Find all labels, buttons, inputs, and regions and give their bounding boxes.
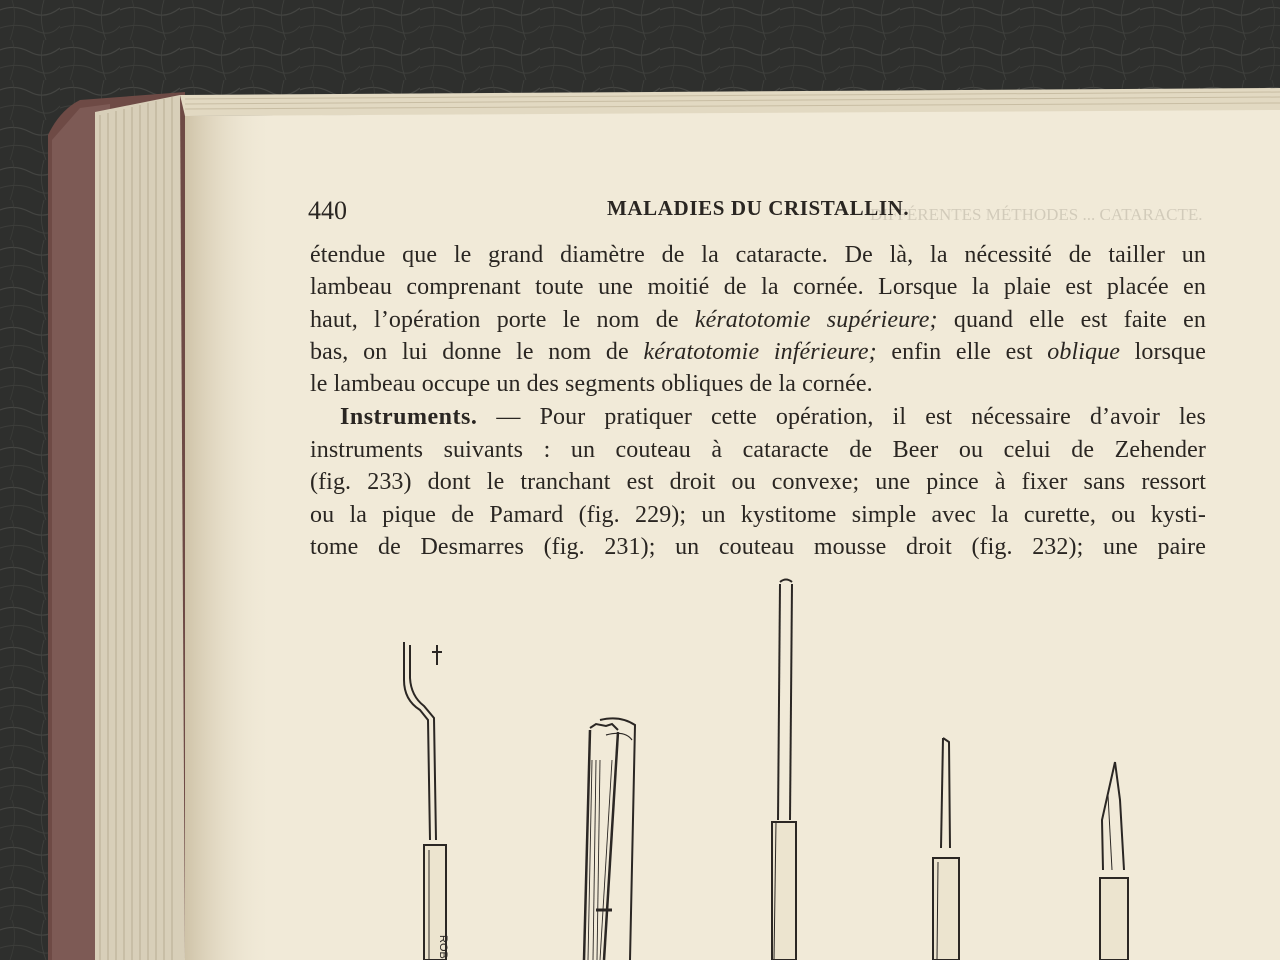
text-line: tome de Desmarres (fig. 231); un couteau mousse droit (fig. 232); une paire: [310, 534, 1206, 560]
italic-term: kératotomie supérieure;: [694, 307, 938, 333]
text-line: [340, 404, 1206, 431]
text-line: le lambeau occupe un des segments obliques de la cornée.: [310, 371, 873, 397]
curette-icon: [772, 580, 796, 960]
facing-page-bleed-title: DIFFÉRENTES MÉTHODES ... CATARACTE.: [870, 205, 1203, 224]
text-span: enfin elle est: [876, 339, 1048, 365]
blunt-knife-icon: [933, 738, 959, 960]
section-heading: Instruments.: [340, 404, 478, 430]
text-line: (fig. 233) dont le tranchant est droit ou convexe; une pince à fixer sans ressort: [310, 469, 1206, 495]
text-line: instruments suivants : un couteau à cataracte de Beer ou celui de Zehender: [310, 437, 1206, 463]
text-line: lambeau comprenant toute une moitié de la cornée. Lorsque la plaie est placée en: [310, 274, 1206, 300]
text-line: étendue que le grand diamètre de la cataracte. De là, la nécessité de tailler un: [310, 242, 1206, 268]
kystitome-icon: [404, 642, 446, 960]
text-span: lorsque: [1119, 339, 1206, 365]
page-number: 440: [308, 196, 347, 225]
maker-mark: ROB: [437, 935, 449, 959]
italic-term: kératotomie inférieure;: [643, 339, 877, 365]
text-line: ou la pique de Pamard (fig. 229); un kystitome simple avec la curette, ou kysti-: [310, 502, 1206, 528]
cataract-knife-icon: [1100, 762, 1128, 960]
forceps-icon: [584, 718, 635, 960]
italic-term: oblique: [1047, 339, 1120, 365]
text-span: bas, on lui donne le nom de: [310, 339, 644, 365]
text-line: [310, 307, 1206, 334]
text-span: haut, l’opération porte le nom de: [310, 307, 695, 333]
surgical-instruments-engraving: [360, 575, 1240, 960]
running-title: MALADIES DU CRISTALLIN.: [607, 196, 910, 220]
text-span: quand elle est faite en: [937, 307, 1207, 333]
text-span: — Pour pratiquer cette opération, il est nécessaire d’avoir les: [477, 404, 1206, 430]
text-line: [310, 339, 1206, 366]
